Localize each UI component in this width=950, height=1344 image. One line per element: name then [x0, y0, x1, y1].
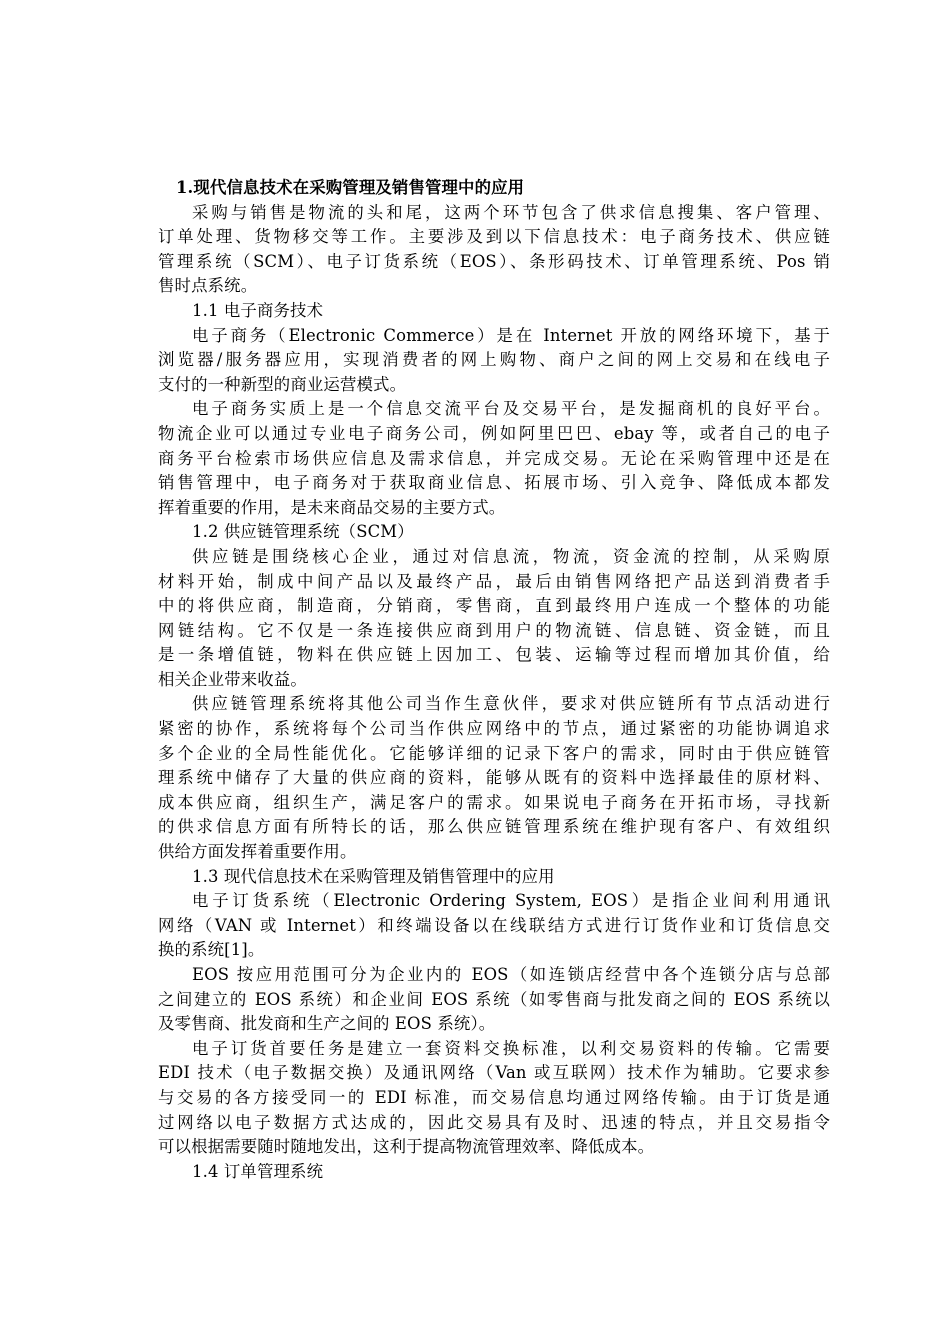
text-line: 物流企业可以通过专业电子商务公司，例如阿里巴巴、ebay 等，或者自己的电子 — [158, 423, 830, 443]
document-page — [158, 176, 830, 1184]
text-line: 销售管理中，电子商务对于获取商业信息、拓展市场、引入竞争、降低成本都发 — [158, 473, 830, 493]
text-line: 换的系统[1]。 — [158, 940, 265, 960]
text-line: 及零售商、批发商和生产之间的 EOS 系统）。 — [158, 1014, 496, 1034]
text-line: 可以根据需要随时随地发出，这利于提高物流管理效率、降低成本。 — [158, 1137, 655, 1157]
text-line: 多个企业的全局性能优化。它能够详细的记录下客户的需求，同时由于供应链管 — [158, 743, 830, 763]
text-line: 成本供应商，组织生产，满足客户的需求。如果说电子商务在开拓市场，寻找新 — [158, 792, 830, 812]
section-heading: 1.2 供应链管理系统（SCM） — [192, 522, 414, 542]
text-line: 电子商务实质上是一个信息交流平台及交易平台，是发掘商机的良好平台。 — [192, 399, 830, 419]
text-line: 过网络以电子数据方式达成的，因此交易具有及时、迅速的特点，并且交易指令 — [158, 1112, 830, 1132]
text-line: 电子商务（Electronic Commerce）是在 Internet 开放的网络环境下，基于 — [192, 325, 830, 345]
text-line: 材料开始，制成中间产品以及最终产品，最后由销售网络把产品送到消费者手 — [158, 571, 830, 591]
text-line: 供应链是围绕核心企业，通过对信息流，物流，资金流的控制，从采购原 — [192, 546, 830, 566]
text-line: 采购与销售是物流的头和尾，这两个环节包含了供求信息搜集、客户管理、 — [192, 202, 830, 222]
text-line: 之间建立的 EOS 系统）和企业间 EOS 系统（如零售商与批发商之间的 EOS 系统以 — [158, 989, 830, 1009]
text-line: 售时点系统。 — [158, 276, 258, 296]
text-line: 供给方面发挥着重要作用。 — [158, 842, 357, 862]
text-line: 电子订货首要任务是建立一套资料交换标准，以利交易资料的传输。它需要 — [192, 1038, 830, 1058]
text-line: 相关企业带来收益。 — [158, 669, 307, 689]
text-line: 中的将供应商，制造商，分销商，零售商，直到最终用户连成一个整体的功能 — [158, 596, 830, 616]
text-line: 紧密的协作，系统将每个公司当作供应网络中的节点，通过紧密的功能协调追求 — [158, 719, 830, 739]
text-line: EDI 技术（电子数据交换）及通讯网络（Van 或互联网）技术作为辅助。它要求参 — [158, 1063, 830, 1083]
section-heading: 1.现代信息技术在采购管理及销售管理中的应用 — [176, 178, 525, 197]
text-line: 支付的一种新型的商业运营模式。 — [158, 374, 407, 394]
section-heading: 1.1 电子商务技术 — [192, 300, 324, 320]
section-heading: 1.3 现代信息技术在采购管理及销售管理中的应用 — [192, 866, 555, 886]
text-line: 网链结构。它不仅是一条连接供应商到用户的物流链、信息链、资金链，而且 — [158, 620, 830, 640]
text-line: 理系统中储存了大量的供应商的资料，能够从既有的资料中选择最佳的原材料、 — [158, 768, 830, 788]
text-line: 的供求信息方面有所特长的话，那么供应链管理系统在维护现有客户、有效组织 — [158, 817, 830, 837]
text-line: 电子订货系统（Electronic Ordering System, EOS）是指企业间利用通讯 — [192, 891, 830, 911]
text-line: 网络（VAN 或 Internet）和终端设备以在线联结方式进行订货作业和订货信息交 — [158, 915, 830, 935]
text-line: 供应链管理系统将其他公司当作生意伙伴，要求对供应链所有节点活动进行 — [192, 694, 830, 714]
text-line: 订单处理、货物移交等工作。主要涉及到以下信息技术：电子商务技术、供应链 — [158, 227, 830, 247]
text-line: 浏览器/服务器应用，实现消费者的网上购物、商户之间的网上交易和在线电子 — [158, 350, 830, 370]
text-line: EOS 按应用范围可分为企业内的 EOS（如连锁店经营中各个连锁分店与总部 — [192, 965, 830, 984]
text-line: 商务平台检索市场供应信息及需求信息，并完成交易。无论在采购管理中还是在 — [158, 448, 830, 468]
text-line: 与交易的各方接受同一的 EDI 标准，而交易信息均通过网络传输。由于订货是通 — [158, 1087, 830, 1107]
text-line: 挥着重要的作用，是未来商品交易的主要方式。 — [158, 497, 506, 517]
text-line: 是一条增值链，物料在供应链上因加工、包装、运输等过程而增加其价值，给 — [158, 645, 830, 665]
section-heading: 1.4 订单管理系统 — [192, 1161, 324, 1181]
text-line: 管理系统（SCM）、电子订货系统（EOS）、条形码技术、订单管理系统、Pos 销 — [158, 251, 830, 271]
